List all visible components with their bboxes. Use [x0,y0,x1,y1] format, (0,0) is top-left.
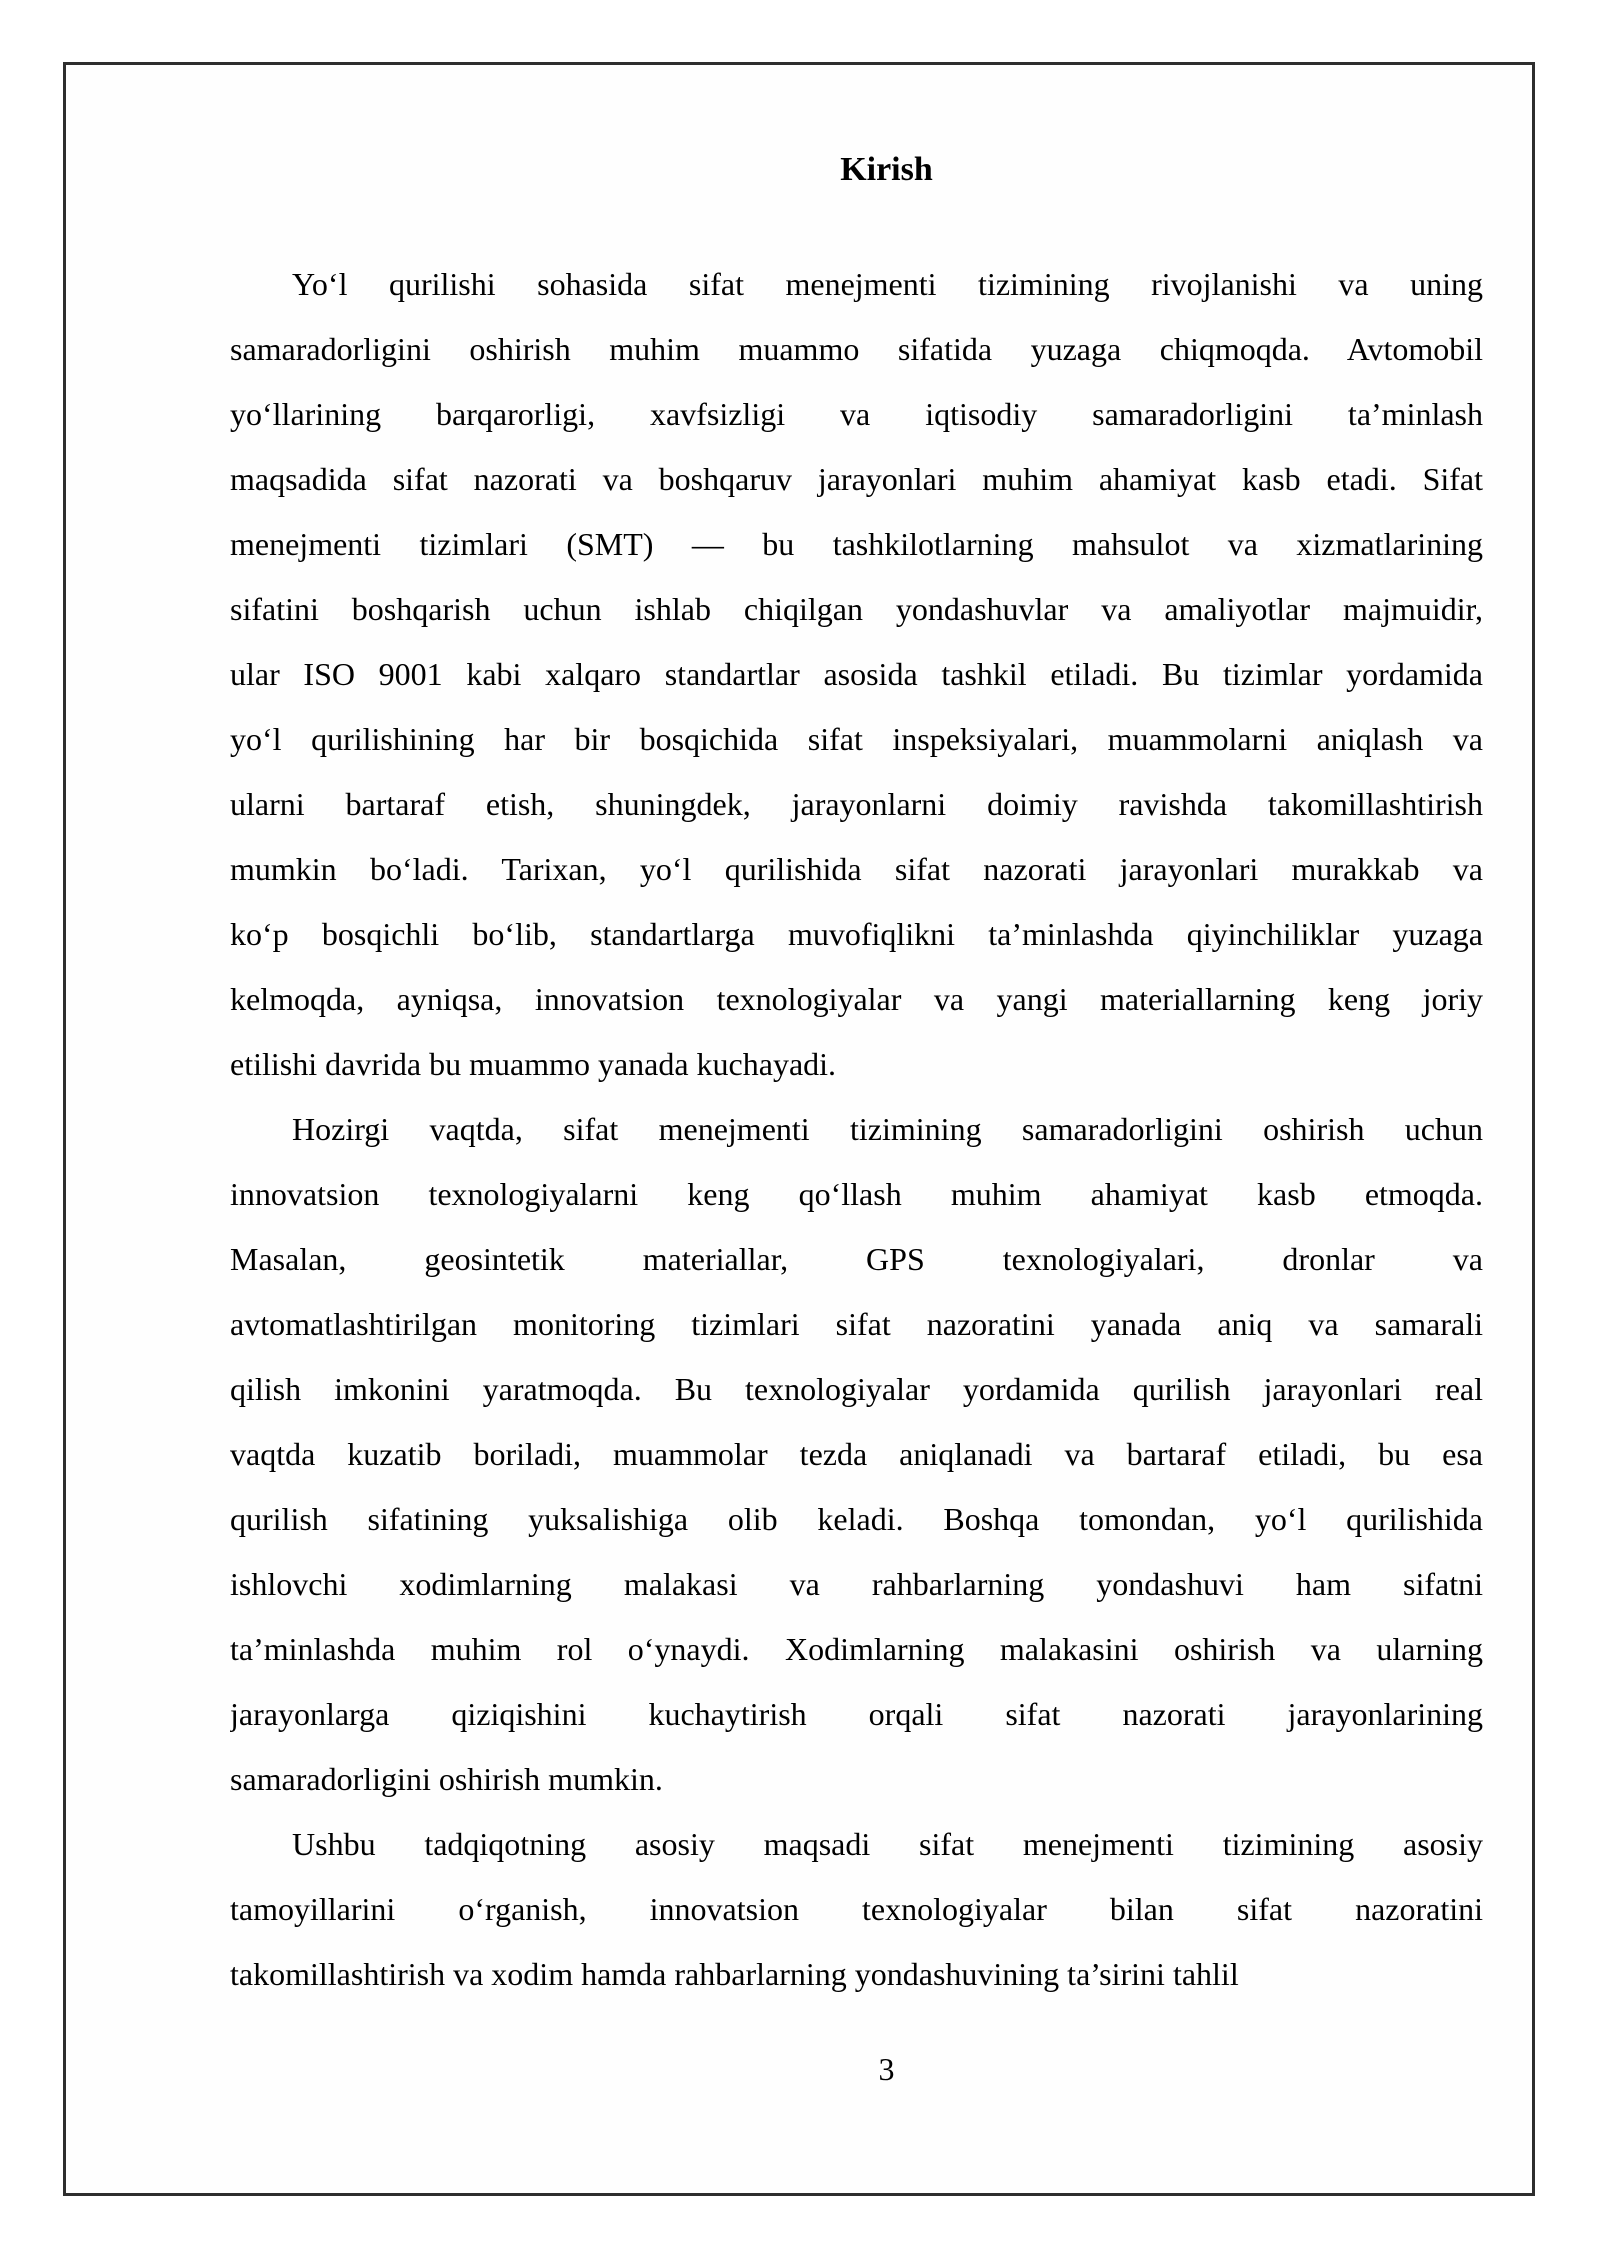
text-line: ular ISO 9001 kabi xalqaro standartlar asosida tashkil etiladi. Bu tizimlar yordamida [230,656,1483,692]
text-line: menejmenti tizimlari (SMT) — bu tashkilotlarning mahsulot va xizmatlarining [230,526,1483,562]
text-line: Masalan, geosintetik materiallar, GPS texnologiyalari, dronlar va [230,1241,1483,1277]
page-title: Kirish [840,151,933,188]
text-line: vaqtda kuzatib boriladi, muammolar tezda aniqlanadi va bartaraf etiladi, bu esa [230,1436,1483,1472]
text-line: jarayonlarga qiziqishini kuchaytirish orqali sifat nazorati jarayonlarining [230,1696,1483,1732]
text-line: avtomatlashtirilgan monitoring tizimlari sifat nazoratini yanada aniq va samarali [230,1306,1483,1342]
document-page [230,137,1483,2102]
text-line: Yo‘l qurilishi sohasida sifat menejmenti tizimining rivojlanishi va uning [292,266,1483,302]
paragraphs [230,252,1483,2007]
text-line: tamoyillarini o‘rganish, innovatsion texnologiyalar bilan sifat nazoratini [230,1891,1483,1927]
text-line: maqsadida sifat nazorati va boshqaruv jarayonlari muhim ahamiyat kasb etadi. Sifat [230,461,1483,497]
text-line: takomillashtirish va xodim hamda rahbarlarning yondashuvining ta’sirini tahlil [230,1956,1239,1992]
paragraph [230,252,1483,1097]
paragraph [230,1097,1483,1812]
page-number: 3 [878,2051,895,2087]
text-line: yo‘llarining barqarorligi, xavfsizligi va iqtisodiy samaradorligini ta’minlash [230,396,1483,432]
text-line: innovatsion texnologiyalarni keng qo‘llash muhim ahamiyat kasb etmoqda. [230,1176,1483,1212]
text-line: ularni bartaraf etish, shuningdek, jarayonlarni doimiy ravishda takomillashtirish [230,786,1483,822]
text-line: ishlovchi xodimlarning malakasi va rahbarlarning yondashuvi ham sifatni [230,1566,1483,1602]
paragraph [230,1812,1483,2007]
text-line: qilish imkonini yaratmoqda. Bu texnologiyalar yordamida qurilish jarayonlari real [230,1371,1483,1407]
text-line: ko‘p bosqichli bo‘lib, standartlarga muvofiqlikni ta’minlashda qiyinchiliklar yuzaga [230,916,1483,952]
text-line: kelmoqda, ayniqsa, innovatsion texnologiyalar va yangi materiallarning keng joriy [230,981,1483,1017]
text-line: Hozirgi vaqtda, sifat menejmenti tizimining samaradorligini oshirish uchun [292,1111,1483,1147]
text-line: mumkin bo‘ladi. Tarixan, yo‘l qurilishida sifat nazorati jarayonlari murakkab va [230,851,1483,887]
text-line: ta’minlashda muhim rol o‘ynaydi. Xodimlarning malakasini oshirish va ularning [230,1631,1483,1667]
text-line: yo‘l qurilishining har bir bosqichida sifat inspeksiyalari, muammolarni aniqlash va [230,721,1483,757]
text-line: samaradorligini oshirish mumkin. [230,1761,663,1797]
text-line: sifatini boshqarish uchun ishlab chiqilgan yondashuvlar va amaliyotlar majmuidir, [230,591,1483,627]
text-line: qurilish sifatining yuksalishiga olib keladi. Boshqa tomondan, yo‘l qurilishida [230,1501,1483,1537]
text-line: etilishi davrida bu muammo yanada kuchayadi. [230,1046,837,1082]
text-line: Ushbu tadqiqotning asosiy maqsadi sifat menejmenti tizimining asosiy [292,1826,1483,1862]
text-line: samaradorligini oshirish muhim muammo sifatida yuzaga chiqmoqda. Avtomobil [230,331,1483,367]
